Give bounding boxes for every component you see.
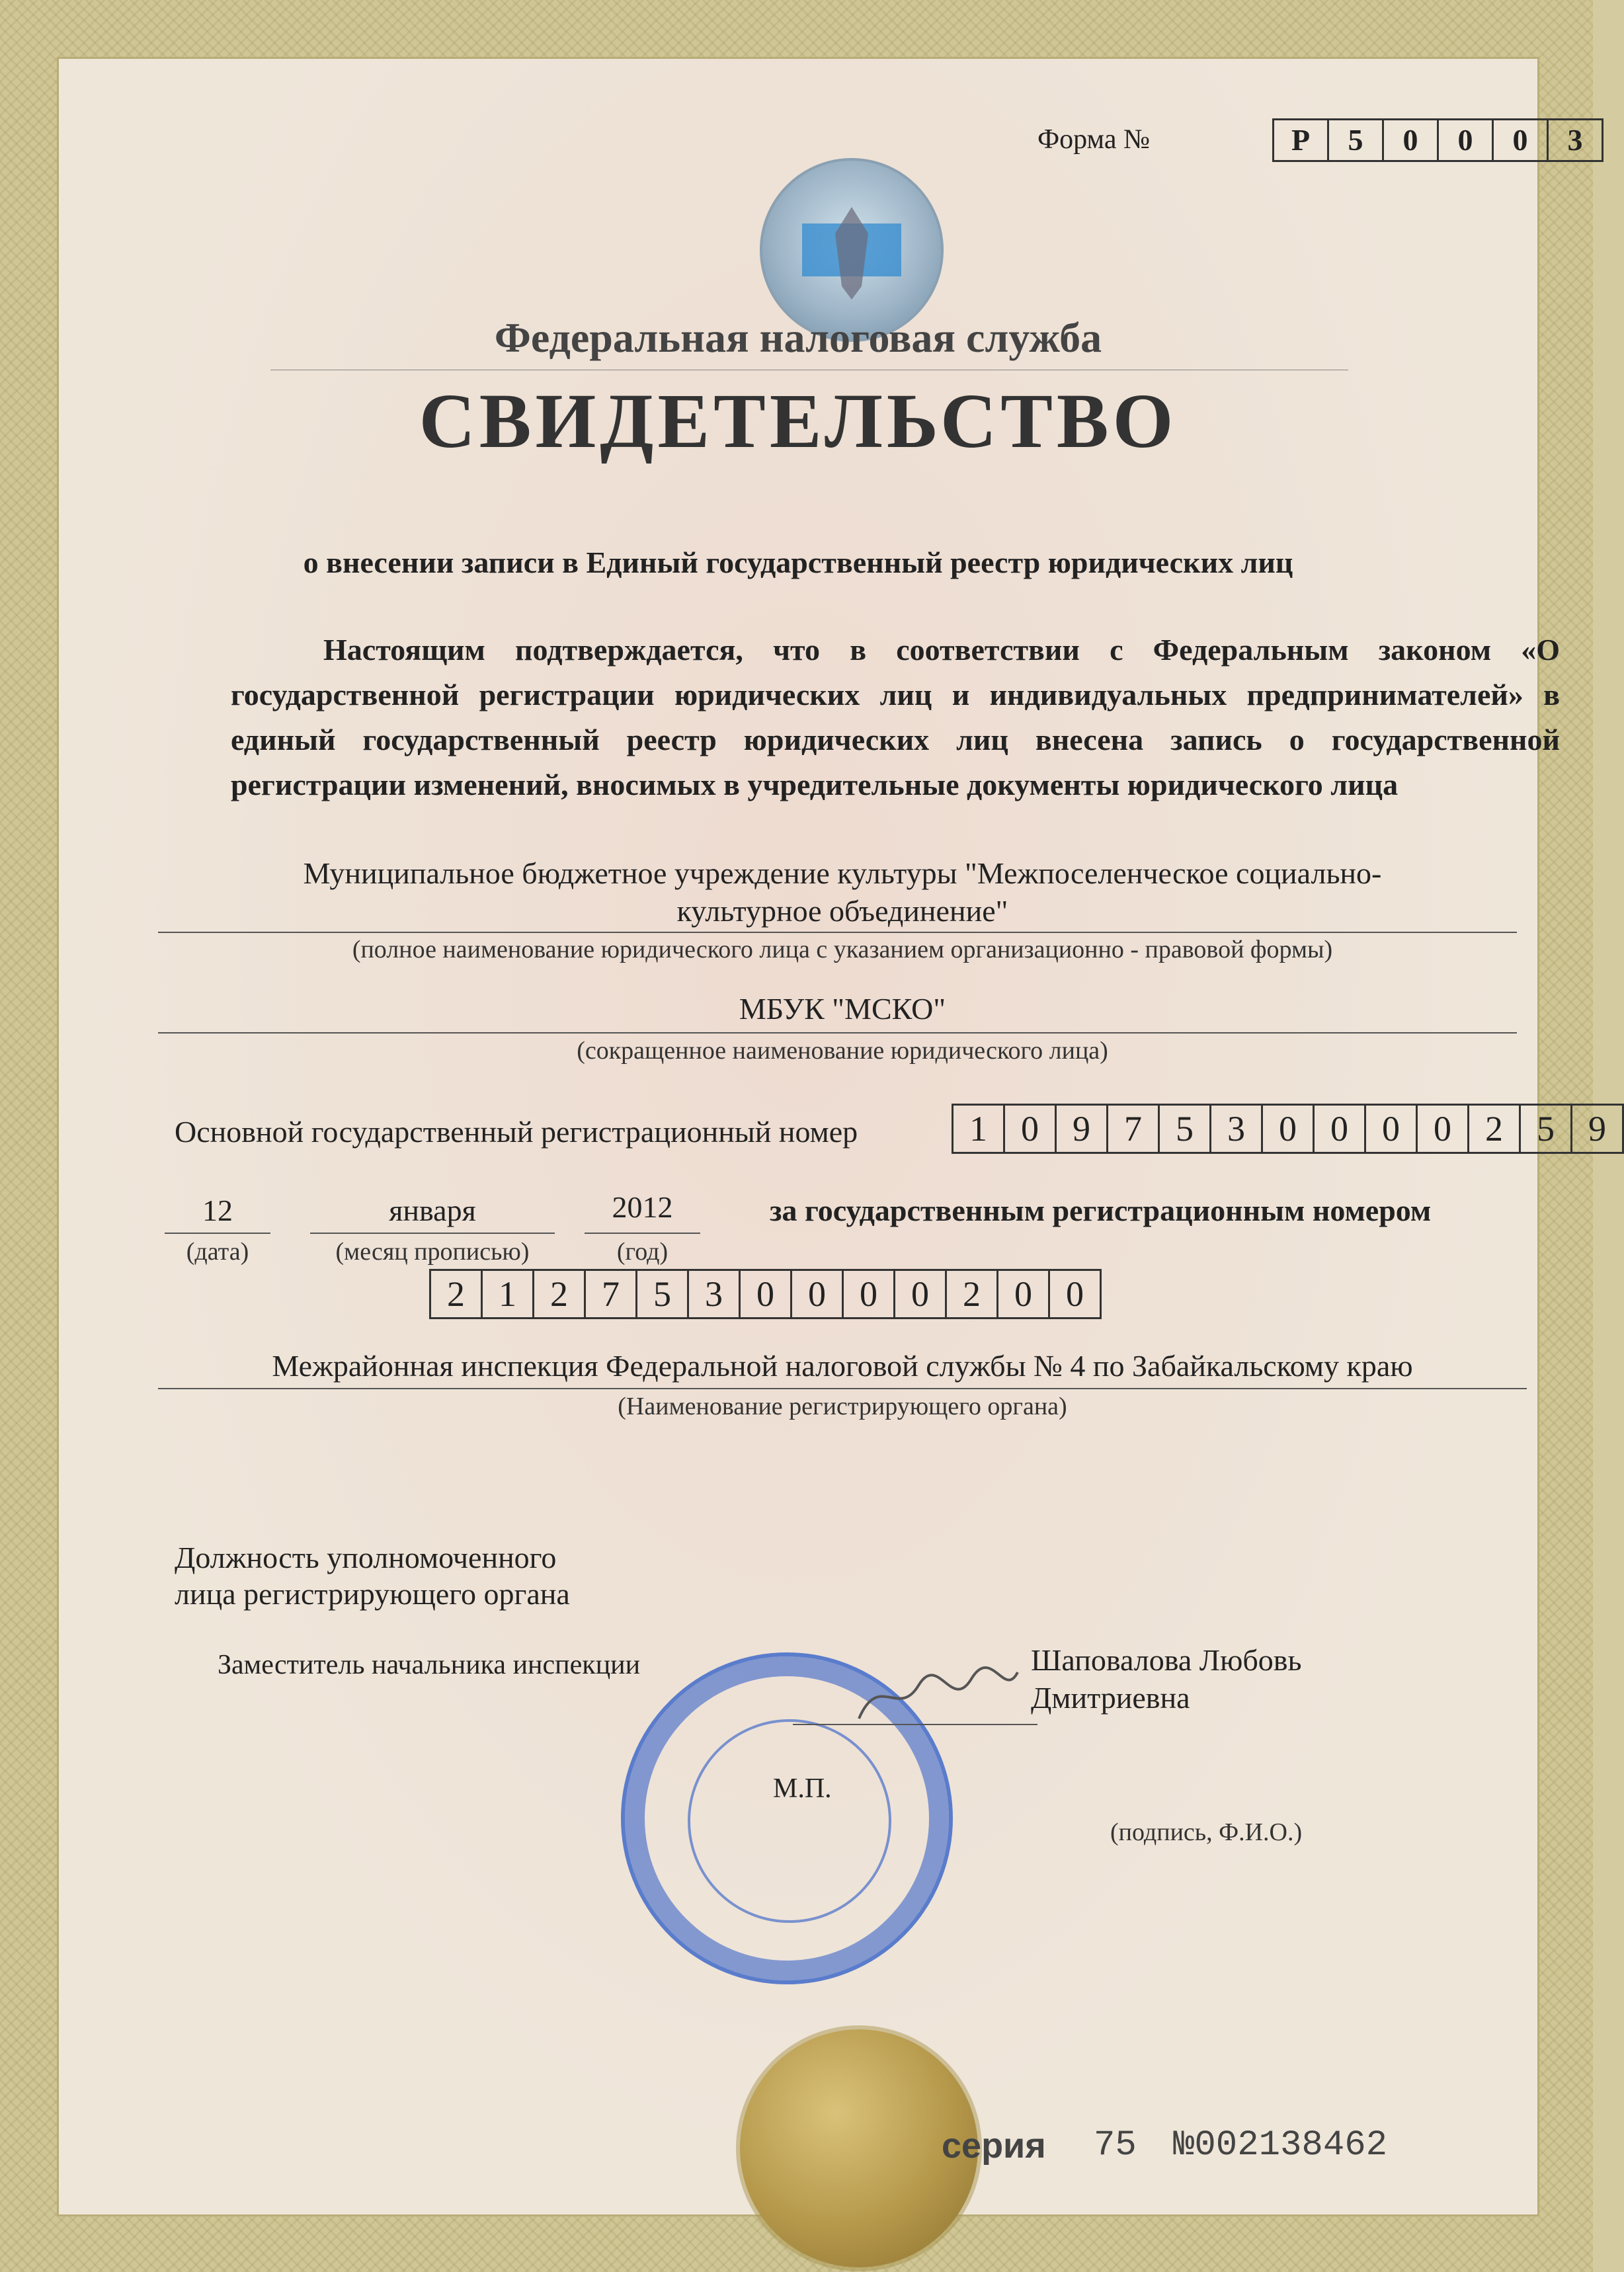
grn-digit: 2 bbox=[431, 1271, 483, 1317]
form-code-digit: 3 bbox=[1567, 123, 1583, 157]
date-day: 12 bbox=[202, 1194, 233, 1227]
certificate-serial-number: №002138462 bbox=[1173, 2125, 1388, 2166]
ogrn-digit: 9 bbox=[1057, 1106, 1108, 1152]
ogrn-digit: 0 bbox=[1005, 1106, 1057, 1152]
ogrn-digit: 7 bbox=[1108, 1106, 1160, 1152]
authority-underline bbox=[158, 1388, 1527, 1389]
signature-caption: (подпись, Ф.И.О.) bbox=[1110, 1818, 1303, 1846]
ogrn-digit: 0 bbox=[1315, 1106, 1366, 1152]
year-underline bbox=[585, 1233, 700, 1234]
ogrn-label: Основной государственный регистрационный номер bbox=[175, 1115, 858, 1149]
grn-digit: 0 bbox=[998, 1271, 1050, 1317]
grn-number-boxes bbox=[429, 1269, 1102, 1319]
certificate-sheet bbox=[57, 57, 1606, 2216]
form-code-digit: 0 bbox=[1439, 120, 1494, 160]
position-label-line2: лица регистрирующего органа bbox=[175, 1577, 570, 1611]
certificate-title: СВИДЕТЕЛЬСТВО bbox=[419, 378, 1178, 464]
grn-digit: 0 bbox=[895, 1271, 947, 1317]
entity-short-name: МБУК "МСКО" bbox=[739, 992, 946, 1026]
ogrn-digit: 2 bbox=[1469, 1106, 1521, 1152]
registering-authority: Межрайонная инспекция Федеральной налоговой службы № 4 по Забайкальскому краю bbox=[272, 1349, 1413, 1383]
body-text: Настоящим подтверждается, что в соответствии с Федеральным законом «О государственной регистрации юридических лиц и индивидуальных предпринимателей» в единый государственный реестр юридических лиц внесена запись о государственной регистрации изменений, вносимых в учредительные документы юридического лица bbox=[231, 633, 1560, 801]
grn-digit: 2 bbox=[534, 1271, 586, 1317]
month-underline bbox=[310, 1233, 555, 1234]
ogrn-digit: 5 bbox=[1160, 1106, 1211, 1152]
form-code-digit: 0 bbox=[1384, 120, 1439, 160]
form-code-digit: 5 bbox=[1329, 120, 1384, 160]
grn-digit: 0 bbox=[1066, 1274, 1084, 1314]
signatory-name-line2: Дмитриевна bbox=[1031, 1681, 1190, 1715]
date-year: 2012 bbox=[612, 1190, 673, 1224]
series-label: серия bbox=[942, 2126, 1046, 2166]
position-label-line1: Должность уполномоченного bbox=[175, 1541, 557, 1574]
ogrn-digit: 3 bbox=[1211, 1106, 1263, 1152]
ogrn-number-boxes bbox=[952, 1104, 1624, 1154]
handwritten-signature bbox=[852, 1659, 1024, 1732]
grn-digit: 3 bbox=[689, 1271, 741, 1317]
form-code-boxes bbox=[1272, 118, 1604, 162]
day-caption: (дата) bbox=[186, 1238, 249, 1266]
ogrn-digit: 1 bbox=[954, 1106, 1005, 1152]
short-name-underline bbox=[158, 1032, 1517, 1034]
grn-digit: 0 bbox=[844, 1271, 895, 1317]
ogrn-digit: 0 bbox=[1366, 1106, 1418, 1152]
mp-label: М.П. bbox=[773, 1773, 832, 1804]
entity-full-name-line2: культурное объединение" bbox=[676, 894, 1008, 928]
form-label: Форма № bbox=[1037, 124, 1151, 155]
form-code-digit: Р bbox=[1274, 120, 1329, 160]
signatory-position: Заместитель начальника инспекции bbox=[218, 1650, 641, 1680]
day-underline bbox=[165, 1233, 270, 1234]
ogrn-digit: 0 bbox=[1418, 1106, 1469, 1152]
date-tail-text: за государственным регистрационным номером bbox=[770, 1194, 1432, 1227]
ogrn-digit: 9 bbox=[1588, 1109, 1606, 1149]
authority-caption: (Наименование регистрирующего органа) bbox=[618, 1393, 1067, 1420]
signatory-name-line1: Шаповалова Любовь bbox=[1031, 1643, 1302, 1677]
grn-digit: 5 bbox=[637, 1271, 689, 1317]
grn-digit: 1 bbox=[483, 1271, 534, 1317]
certificate-subtitle: о внесении записи в Единый государственный реестр юридических лиц bbox=[303, 546, 1293, 579]
full-name-caption: (полное наименование юридического лица с указанием организационно - правовой формы) bbox=[352, 936, 1333, 963]
grn-digit: 0 bbox=[792, 1271, 844, 1317]
full-name-underline bbox=[158, 932, 1517, 933]
entity-full-name-line1: Муниципальное бюджетное учреждение культуры "Межпоселенческое социально- bbox=[303, 856, 1382, 890]
date-month: января bbox=[389, 1194, 476, 1227]
series-number: 75 bbox=[1094, 2125, 1137, 2166]
year-caption: (год) bbox=[616, 1238, 669, 1266]
form-code-digit: 0 bbox=[1494, 120, 1549, 160]
ogrn-digit: 5 bbox=[1521, 1106, 1572, 1152]
short-name-caption: (сокращенное наименование юридического лица) bbox=[577, 1037, 1108, 1065]
body-paragraph bbox=[231, 628, 1560, 807]
month-caption: (месяц прописью) bbox=[335, 1238, 530, 1266]
agency-name: Федеральная налоговая служба bbox=[494, 314, 1102, 361]
grn-digit: 0 bbox=[741, 1271, 792, 1317]
grn-digit: 7 bbox=[586, 1271, 637, 1317]
form-number bbox=[1037, 118, 1583, 165]
ogrn-digit: 0 bbox=[1263, 1106, 1315, 1152]
grn-digit: 2 bbox=[947, 1271, 998, 1317]
